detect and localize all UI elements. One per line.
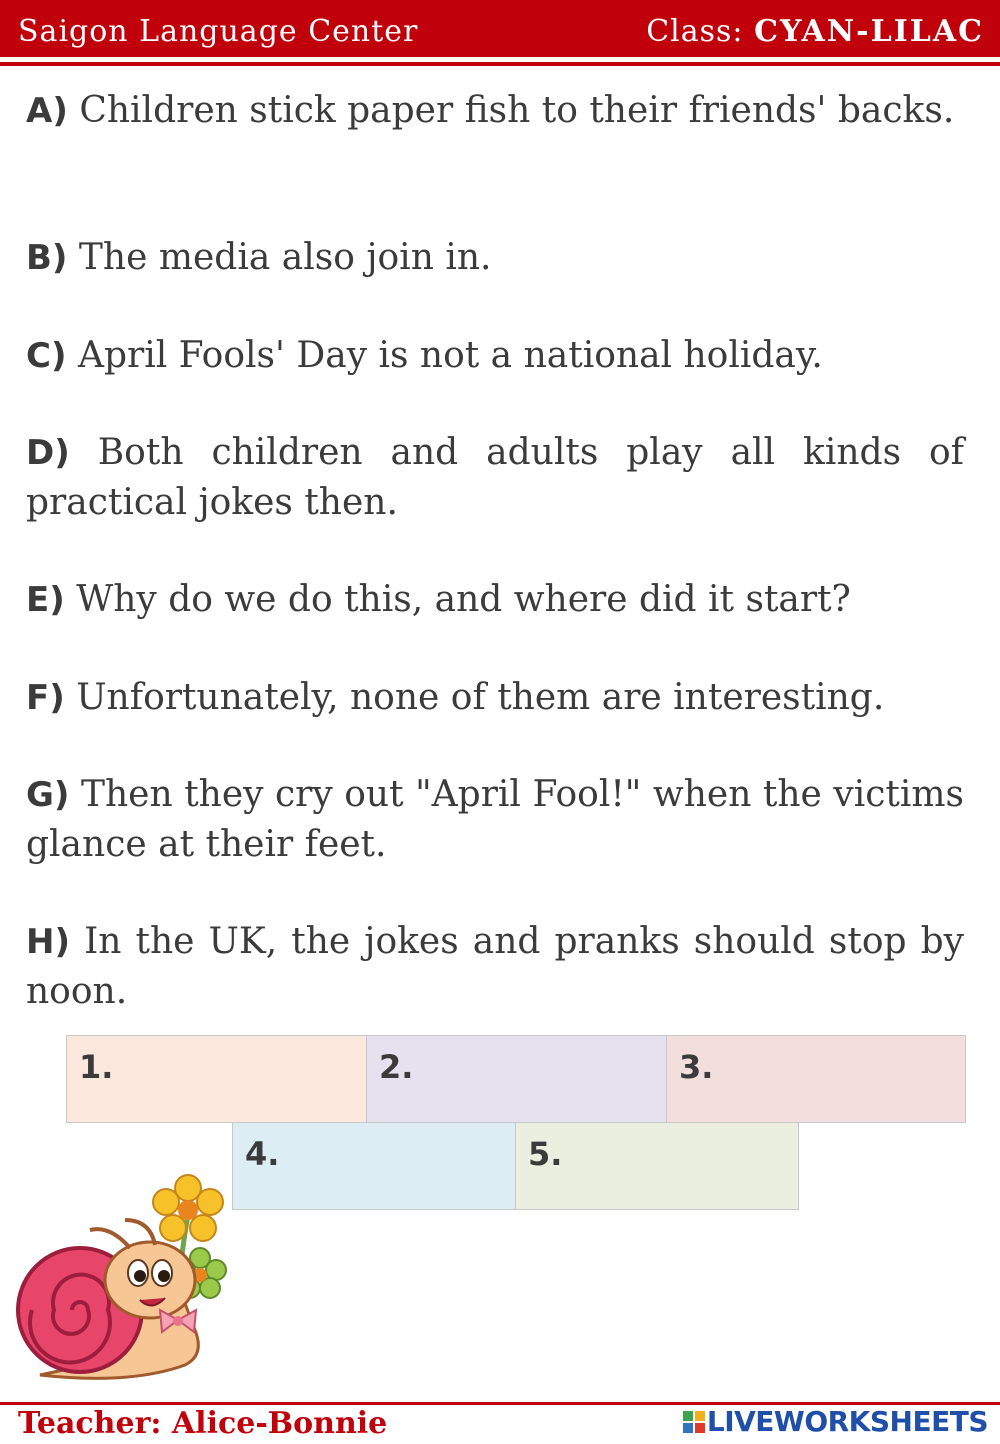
answer-box-2[interactable] <box>366 1035 667 1123</box>
sentence-letter: C) <box>26 336 67 376</box>
answer-number: 3. <box>679 1048 714 1086</box>
sentence-letter: H) <box>26 922 70 962</box>
sentence-b <box>26 233 964 283</box>
sentence-letter: D) <box>26 433 70 473</box>
sentence-g <box>26 770 964 869</box>
answer-number: 2. <box>379 1048 414 1086</box>
sentence-letter: F) <box>26 678 65 718</box>
answer-box-3[interactable] <box>666 1035 966 1123</box>
sentence-text: Why do we do this, and where did it start? <box>76 579 851 620</box>
sentence-text: Then they cry out "April Fool!" when the victims glance at their feet. <box>26 774 964 865</box>
answer-number: 4. <box>245 1135 280 1173</box>
sentence-letter: E) <box>26 580 65 620</box>
sentence-letter: B) <box>26 238 68 278</box>
yellow-flower-icon <box>153 1175 223 1241</box>
sentence-text: Both children and adults play all kinds of practical jokes then. <box>26 432 964 523</box>
header-divider <box>0 62 1000 66</box>
sentence-f <box>26 673 964 723</box>
sentence-text: In the UK, the jokes and pranks should stop by noon. <box>26 921 964 1012</box>
answer-box-1[interactable] <box>66 1035 367 1123</box>
sentence-text: Unfortunately, none of them are interesting. <box>76 677 885 718</box>
sentence-text: Children stick paper fish to their friends' backs. <box>79 90 955 131</box>
sentence-letter: G) <box>26 775 70 815</box>
liveworksheets-logo-icon <box>683 1411 705 1433</box>
sentence-text: April Fools' Day is not a national holiday. <box>77 335 823 376</box>
school-name: Saigon Language Center <box>18 14 419 49</box>
header-bar <box>0 0 1000 57</box>
sentence-letter: A) <box>26 91 68 131</box>
class-label: Class: <box>646 14 744 49</box>
sentence-d <box>26 428 964 527</box>
answer-number: 1. <box>79 1048 114 1086</box>
teacher-name: Teacher: Alice-Bonnie <box>18 1406 388 1441</box>
sentence-c <box>26 331 964 381</box>
snail-mascot-illustration <box>10 1170 240 1402</box>
sentence-a <box>26 86 964 136</box>
answer-number: 5. <box>528 1135 563 1173</box>
answer-box-4[interactable] <box>232 1122 516 1210</box>
liveworksheets-logo[interactable] <box>683 1405 988 1438</box>
answer-box-5[interactable] <box>515 1122 799 1210</box>
sentence-h <box>26 917 964 1016</box>
class-info <box>646 14 984 49</box>
class-name: CYAN-LILAC <box>754 14 984 49</box>
brand-name: LIVEWORKSHEETS <box>706 1405 988 1438</box>
sentence-text: The media also join in. <box>78 237 492 278</box>
sentence-e <box>26 575 964 625</box>
